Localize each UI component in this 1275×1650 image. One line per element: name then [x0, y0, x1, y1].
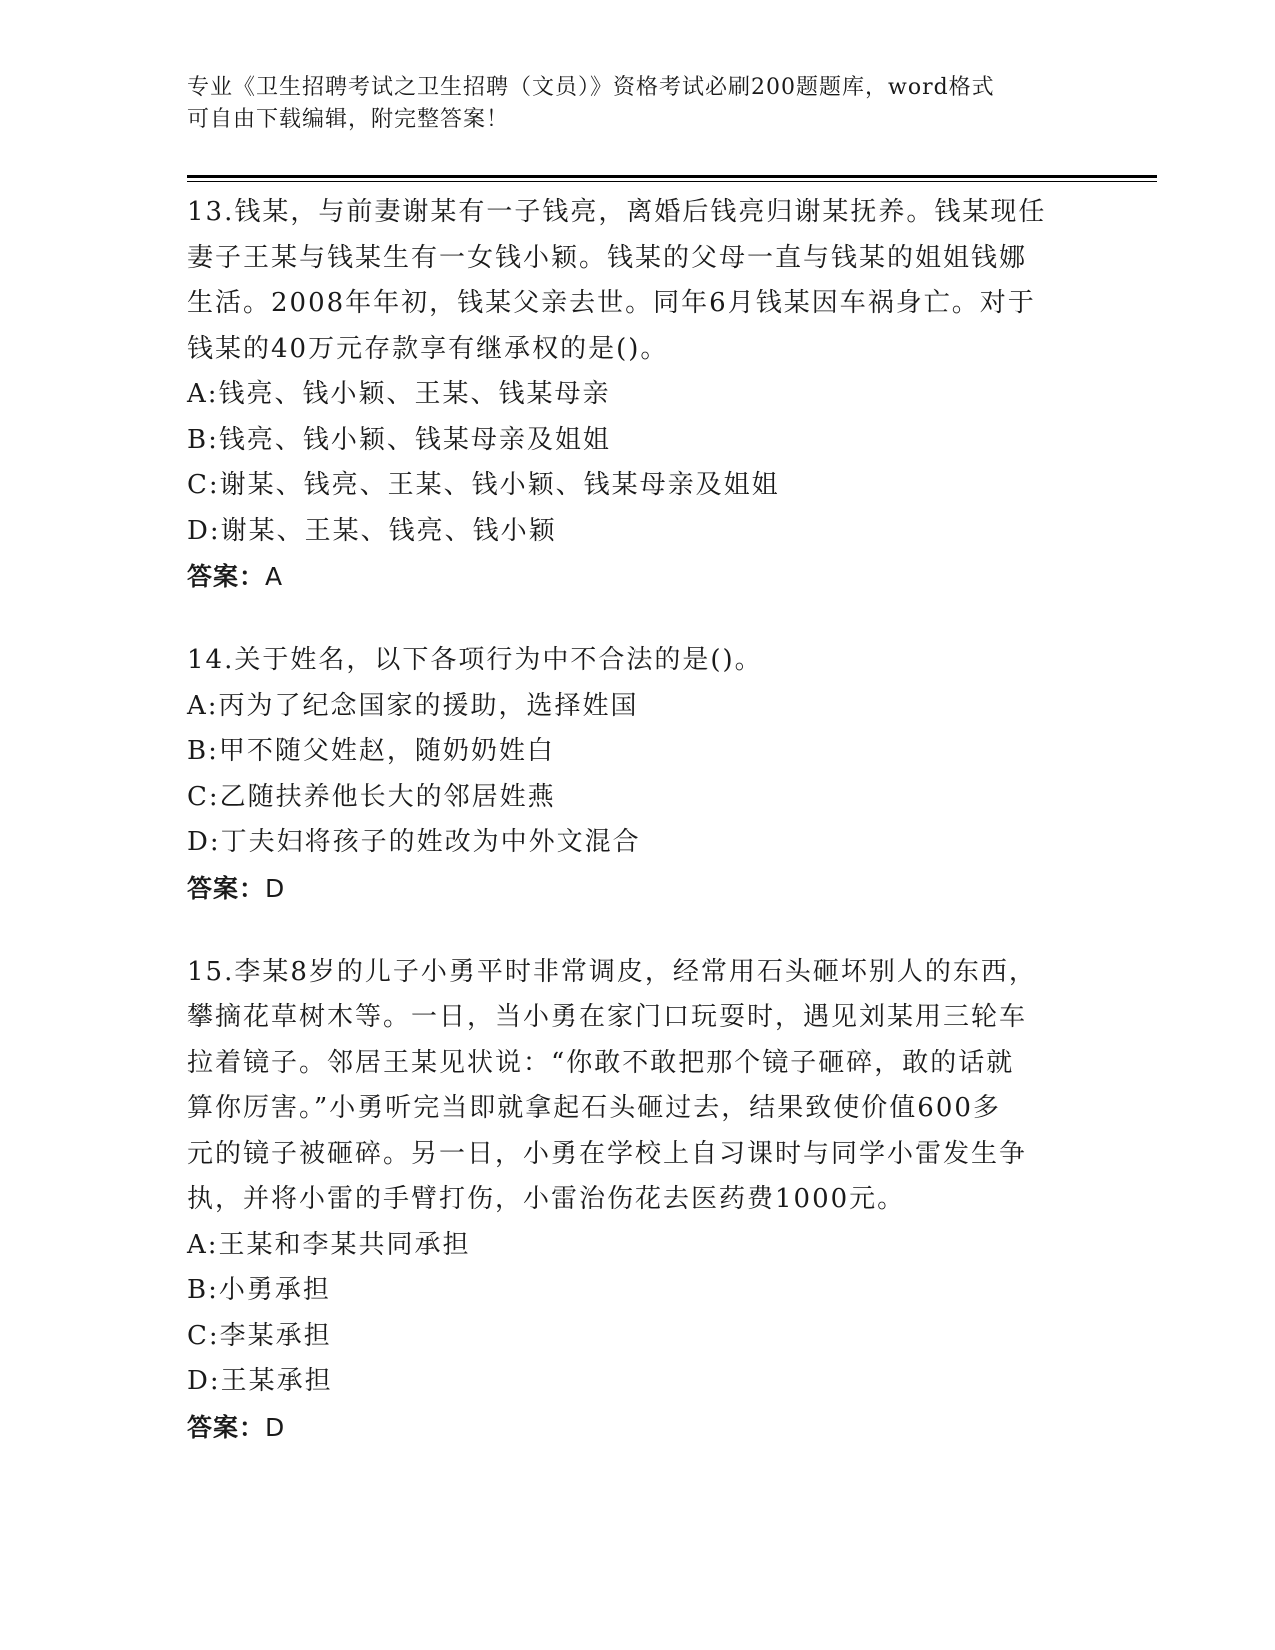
stem-line: 拉着镜子。邻居王某见状说：“你敢不敢把那个镜子砸碎，敢的话就: [187, 1047, 1015, 1078]
option-d: D:王某承担: [187, 1366, 333, 1396]
document-header: [187, 72, 1087, 136]
header-divider-thin: [187, 181, 1157, 182]
stem-line: 14.关于姓名，以下各项行为中不合法的是()。: [187, 645, 763, 675]
stem-line: 妻子王某与钱某生有一女钱小颖。钱某的父母一直与钱某的姐姐钱娜: [187, 242, 1028, 273]
answer-label: 答案：: [187, 873, 266, 903]
question-stem: [187, 190, 1087, 372]
option-a: A:王某和李某共同承担: [187, 1229, 471, 1260]
option-c: C:李某承担: [187, 1320, 332, 1351]
header-divider-thick: [187, 175, 1157, 178]
stem-line: 15.李某8岁的儿子小勇平时非常调皮，经常用石头砸坏别人的东西，: [187, 956, 1037, 987]
stem-line: 算你厉害。”小勇听完当即就拿起石头砸过去，结果致使价值600多: [187, 1093, 1001, 1123]
answer-value: D: [265, 873, 286, 903]
header-line-2: 可自由下载编辑，附完整答案！: [187, 107, 510, 132]
answer-line: [187, 866, 1087, 912]
question-stem: [187, 950, 1087, 1223]
option-b: B:小勇承担: [187, 1275, 331, 1305]
question-stem: [187, 638, 1087, 684]
option-b: B:钱亮、钱小颖、钱某母亲及姐姐: [187, 424, 611, 455]
question-13: [187, 190, 1087, 600]
answer-label: 答案：: [187, 1412, 266, 1442]
option-d: D:丁夫妇将孩子的姓改为中外文混合: [187, 827, 641, 857]
option-d: D:谢某、王某、钱亮、钱小颖: [187, 515, 557, 546]
stem-line: 13.钱某，与前妻谢某有一子钱亮，离婚后钱亮归谢某抚养。钱某现任: [187, 197, 1047, 227]
question-14: [187, 638, 1087, 912]
answer-label: 答案：: [187, 562, 266, 591]
option-a: A:钱亮、钱小颖、王某、钱某母亲: [187, 379, 611, 409]
answer-value: A: [265, 562, 284, 591]
header-line-1: 专业《卫生招聘考试之卫生招聘（文员）》资格考试必刷200题题库，word格式: [187, 75, 995, 100]
stem-line: 钱某的40万元存款享有继承权的是()。: [187, 333, 669, 364]
stem-line: 生活。2008年年初，钱某父亲去世。同年6月钱某因车祸身亡。对于: [187, 288, 1036, 318]
option-c: C:乙随扶养他长大的邻居姓燕: [187, 781, 556, 812]
stem-line: 攀摘花草树木等。一日，当小勇在家门口玩耍时，遇见刘某用三轮车: [187, 1002, 1028, 1032]
stem-line: 元的镜子被砸碎。另一日，小勇在学校上自习课时与同学小雷发生争: [187, 1138, 1028, 1169]
stem-line: 执，并将小雷的手臂打伤，小雷治伤花去医药费1000元。: [187, 1184, 906, 1214]
option-a: A:丙为了纪念国家的援助，选择姓国: [187, 690, 639, 721]
option-c: C:谢某、钱亮、王某、钱小颖、钱某母亲及姐姐: [187, 470, 780, 500]
answer-line: [187, 1405, 1087, 1451]
question-list: [187, 190, 1087, 1489]
answer-line: [187, 554, 1087, 600]
answer-value: D: [265, 1412, 286, 1442]
option-b: B:甲不随父姓赵，随奶奶姓白: [187, 736, 555, 766]
question-15: [187, 950, 1087, 1451]
